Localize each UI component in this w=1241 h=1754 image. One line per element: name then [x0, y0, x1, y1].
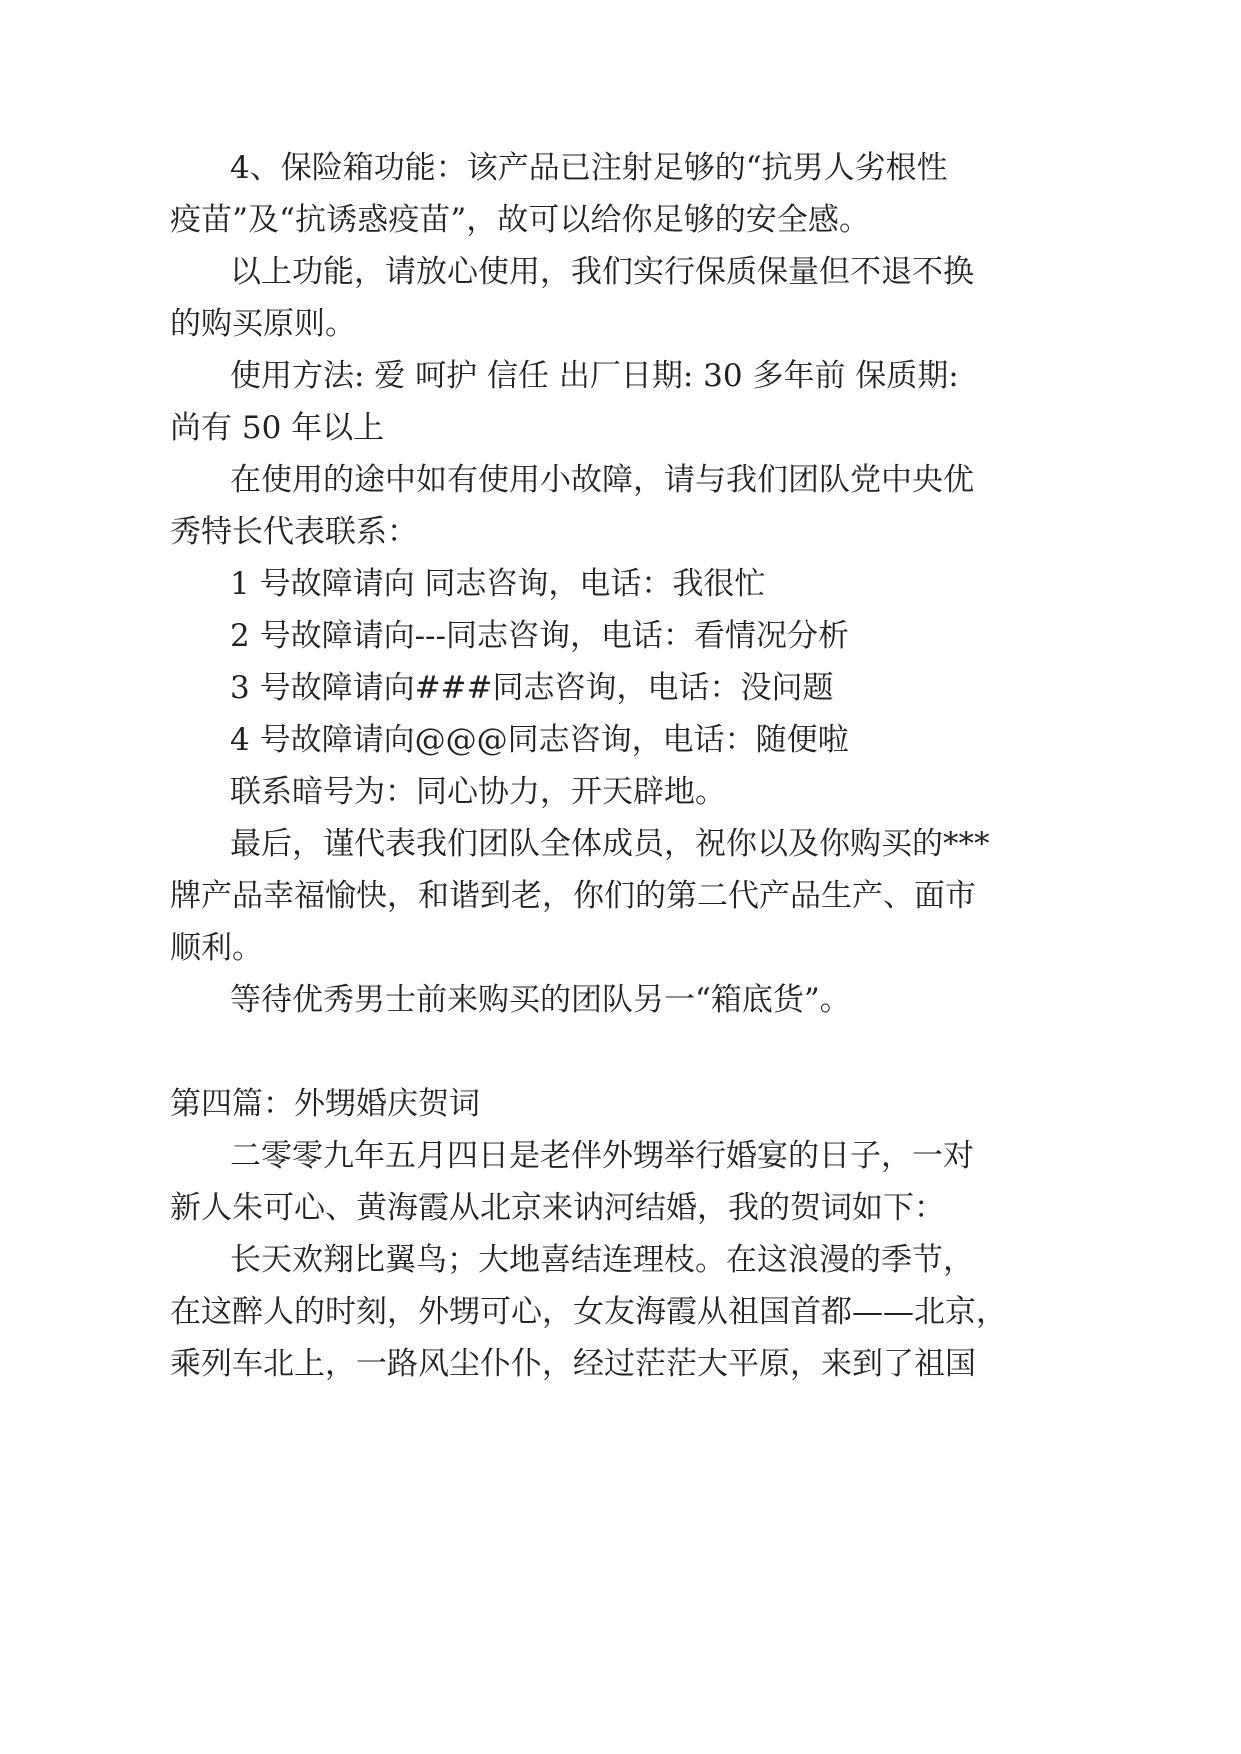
paragraph-line: 牌产品幸福愉快，和谐到老，你们的第二代产品生产、面市	[170, 878, 976, 914]
paragraph-line: 最后，谨代表我们团队全体成员，祝你以及你购买的***	[230, 826, 990, 862]
list-item: 4 号故障请向@@@同志咨询，电话：随便啦	[230, 722, 849, 758]
paragraph-line: 尚有 50 年以上	[170, 410, 385, 446]
paragraph-line: 二零零九年五月四日是老伴外甥举行婚宴的日子，一对	[230, 1138, 974, 1174]
paragraph-line: 在使用的途中如有使用小故障，请与我们团队党中央优	[230, 462, 974, 498]
list-item: 3 号故障请向###同志咨询，电话：没问题	[230, 670, 834, 706]
paragraph-line: 长天欢翔比翼鸟；大地喜结连理枝。在这浪漫的季节，	[230, 1242, 974, 1278]
list-item: 1 号故障请向 同志咨询，电话：我很忙	[230, 566, 766, 602]
paragraph-line: 联系暗号为：同心协力，开天辟地。	[230, 774, 726, 810]
paragraph-line: 4、保险箱功能：该产品已注射足够的“抗男人劣根性	[230, 150, 948, 186]
paragraph-line: 秀特长代表联系：	[170, 514, 418, 550]
paragraph-line: 在这醉人的时刻，外甥可心，女友海霞从祖国首都——北京，	[170, 1294, 1007, 1330]
paragraph-line: 疫苗”及“抗诱惑疫苗”，故可以给你足够的安全感。	[170, 202, 870, 238]
paragraph-line: 的购买原则。	[170, 306, 356, 342]
paragraph-line: 顺利。	[170, 930, 263, 966]
paragraph-line: 新人朱可心、黄海霞从北京来讷河结婚，我的贺词如下：	[170, 1190, 945, 1226]
section-heading: 第四篇：外甥婚庆贺词	[170, 1086, 480, 1122]
paragraph-line: 以上功能，请放心使用，我们实行保质保量但不退不换	[230, 254, 974, 290]
paragraph-line: 等待优秀男士前来购买的团队另一“箱底货”。	[230, 982, 851, 1018]
list-item: 2 号故障请向---同志咨询，电话：看情况分析	[230, 618, 849, 654]
paragraph-line: 使用方法: 爱 呵护 信任 出厂日期: 30 多年前 保质期:	[230, 358, 959, 394]
paragraph-line: 乘列车北上，一路风尘仆仆，经过茫茫大平原，来到了祖国	[170, 1346, 976, 1382]
